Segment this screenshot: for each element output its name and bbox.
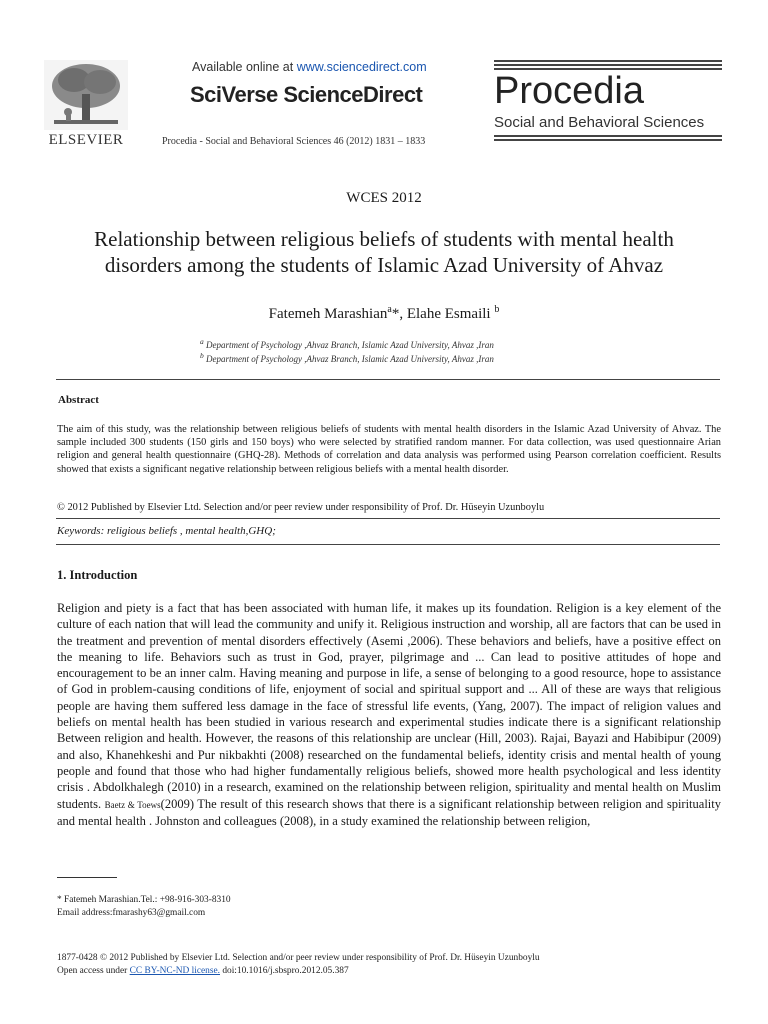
footnote-author: * Fatemeh Marashian.Tel.: +98-916-303-8310 <box>57 895 231 905</box>
issn-line: 1877-0428 © 2012 Published by Elsevier Ltd. Selection and/or peer review under responsibility of Prof. Dr. Hüseyin Uzunboylu <box>57 953 540 963</box>
intro-paragraph-cont: (2009) The result of this research shows that there is a significant relationship between religion and spirituality and mental health . Johnston and colleagues (2008), in a study examined the relationship between religion, <box>57 796 721 828</box>
author-name: Fatemeh Marashian <box>268 306 388 322</box>
divider <box>56 518 720 519</box>
procedia-subtitle: Social and Behavioral Sciences <box>494 114 705 131</box>
author-name: Elahe Esmaili <box>406 306 491 322</box>
abstract-text: The aim of this study, was the relationship between religious beliefs of students with mental health disorders in the Islamic Azad University of Ahvaz. The sample included 300 students (150 girls and 150 boys) who were selected by stratified random manner. For data collection, was used questionnaire Arian religion and general health questionnaire (GHQ-28). Methods of correlation and data analysis was performed using Pearson correlation coefficient. Results showed that exists a significant negative relationship between religious beliefs with a mental health disorder. <box>57 424 721 475</box>
intro-paragraph: Religion and piety is a fact that has been associated with human life, it makes up its foundation. Religion is a key element of the culture of each nation that will lead the community and unify it. Religious instruction and worship, all are factors that can be used in the treatment and prevention of mental disorders effectively (Asemi ,2006). These behaviors and beliefs, have a positive effect on the meaning to life. Behaviors such as trust in God, prayer, pilgrimage and ... Can lead to positive attitudes of hope and encouragement to be an inner calm. Having meaning and purpose in life, a sense of belonging to a good resource, hope to assistance of God in problem-causing conditions of life, enjoyment of social and spiritual support and ... All of these are ways that religious people are having them suffered less damage in the face of stressful life events, (Yang, 2007). The impact of religion values and beliefs on mental health has been studied in various research and experimental studies indicate there is a significant relationship Between religion and health. However, the reasons of this relationship are unclear (Hill, 2003). Rajai, Bayazi and Habibipur (2009) and also, Khanehkeshi and Pur nikbakhti (2008) researched on the fundamental beliefs, identity crisis and mental health of young people and found that those who had higher fundamentally religious beliefs, showed more health psychological and less identity crisis . Abdolkhalegh (2010) in a research, examined on the relationship between religion, spirituality and mental health on Muslim students. <box>57 601 721 811</box>
section-heading: 1. Introduction <box>57 568 138 582</box>
affil-mark: a <box>200 337 204 346</box>
procedia-rules <box>494 60 722 70</box>
doi: doi:10.1016/j.sbspro.2012.05.387 <box>219 966 349 976</box>
available-online-line <box>192 60 427 74</box>
introduction-text <box>57 600 721 829</box>
elsevier-wordmark: ELSEVIER <box>48 132 124 148</box>
divider <box>56 544 720 545</box>
affil-text: Department of Psychology ,Ahvaz Branch, Islamic Azad University, Ahvaz ,Iran <box>206 354 494 364</box>
affiliation-a <box>200 337 494 350</box>
paper-title: Relationship between religious beliefs of students with mental health disorders among the students of Islamic Azad University of Ahvaz <box>94 227 674 277</box>
license-line <box>57 966 349 976</box>
sciencedirect-link[interactable]: www.sciencedirect.com <box>296 60 427 74</box>
footnote-rule <box>57 877 117 878</box>
author-line <box>0 304 768 323</box>
keywords: Keywords: religious beliefs , mental health,GHQ; <box>57 525 276 537</box>
journal-reference: Procedia - Social and Behavioral Sciences 46 (2012) 1831 – 1833 <box>162 136 426 147</box>
corresponding-mark: * <box>391 306 400 322</box>
open-access-label: Open access under <box>57 966 130 976</box>
sciverse-sciencedirect-logo: SciVerse ScienceDirect <box>190 82 423 107</box>
abstract-copyright: © 2012 Published by Elsevier Ltd. Selection and/or peer review under responsibility of Prof. Dr. Hüseyin Uzunboylu <box>57 502 545 513</box>
procedia-rules-bottom <box>494 135 722 141</box>
citation: Baetz & Toews <box>104 799 161 810</box>
author-affil-mark: a <box>387 304 392 315</box>
author-affil-mark: b <box>494 304 500 315</box>
footnote-email: Email address:fmarashy63@gmail.com <box>57 908 206 918</box>
license-link[interactable]: CC BY-NC-ND license. <box>129 966 220 976</box>
affil-text: Department of Psychology ,Ahvaz Branch, Islamic Azad University, Ahvaz ,Iran <box>206 340 494 350</box>
author-separator: , <box>399 306 407 322</box>
elsevier-logo <box>44 60 128 146</box>
conference-name: WCES 2012 <box>346 190 422 206</box>
procedia-title: Procedia <box>494 70 644 112</box>
affil-mark: b <box>200 351 204 360</box>
affiliation-b <box>200 351 494 364</box>
divider <box>56 379 720 380</box>
available-online-label: Available online at <box>192 60 297 74</box>
procedia-logo <box>494 60 724 143</box>
abstract-heading: Abstract <box>58 394 99 406</box>
elsevier-tree-icon <box>44 60 128 130</box>
